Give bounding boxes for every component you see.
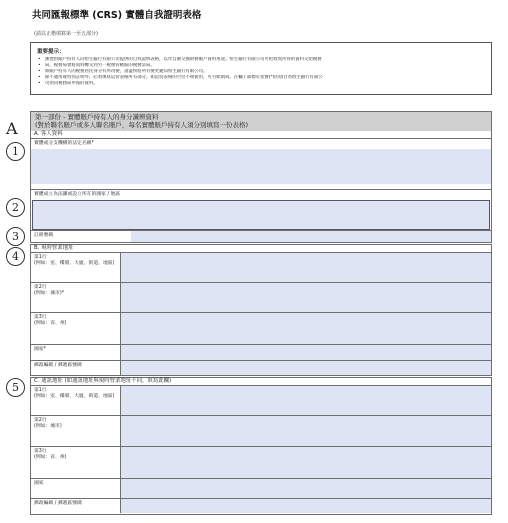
notice-item: • 司須向稅務局申報的資料。 — [37, 81, 485, 87]
notice-item: • 局，稅務局會將資料轉交到另一稅務管轄區的稅務當局。 — [37, 63, 485, 69]
business-address-box — [30, 244, 492, 376]
mailing-row — [31, 447, 491, 479]
address-row — [31, 253, 491, 283]
marker-a: A — [6, 119, 18, 138]
mailing-country-field[interactable] — [121, 479, 491, 498]
notice-item: • 除不適用或特別註明外，必須填寫這份表格所有部分。如這份表格的空位不夠使用，可另紙填寫。在欄 / 部標有星號(*)的項目為恒生銀行有限公 — [37, 75, 485, 81]
mailing-line2-field[interactable] — [121, 416, 491, 446]
marker-1: 1 — [6, 142, 25, 161]
address-postcode-field[interactable] — [121, 361, 491, 375]
mailing-postcode-field[interactable] — [121, 499, 491, 513]
form-title: 共同匯報標準 (CRS) 實體自我證明表格 — [32, 10, 202, 21]
marker-4: 4 — [6, 247, 25, 266]
address-line3-label: 第3行 (例如：省、州) — [31, 313, 121, 344]
address-line2-label: 第2行 (例如：城市)* — [31, 283, 121, 312]
address-country-field[interactable] — [121, 345, 491, 360]
part1-heading-line1: 第一部份 - 實體賬戶持有人的身分識辨資料 — [35, 113, 159, 121]
address-row — [31, 283, 491, 313]
part1-heading — [31, 112, 491, 131]
country-field[interactable] — [32, 200, 490, 230]
reg-no-field[interactable] — [131, 231, 491, 242]
country-label: 實體成立為法團或設立所在的國家 / 地區 — [31, 190, 491, 200]
address-country-label: 國家* — [31, 345, 121, 360]
mailing-line3-field[interactable] — [121, 447, 491, 478]
section-c-heading: C. 通訊地址 (如通訊地址與現時營業地址不同，填寫此欄) — [31, 378, 491, 386]
mailing-country-label: 國家 — [31, 479, 121, 498]
marker-3: 3 — [6, 227, 25, 246]
mailing-row — [31, 479, 491, 499]
notice-heading: 重要提示： — [37, 49, 65, 55]
address-row — [31, 313, 491, 345]
mailing-row — [31, 499, 491, 513]
mailing-address-box — [30, 377, 492, 515]
reg-no-label: 註冊號碼 — [31, 231, 131, 242]
address-line1-label: 第1行 (例如：室、樓層、大廈、街道、地區) — [31, 253, 121, 282]
notice-list — [37, 57, 485, 87]
address-row — [31, 345, 491, 361]
mailing-row — [31, 416, 491, 447]
form-instruction: (請以正楷填寫第一至五部分) — [34, 31, 98, 37]
address-postcode-label: 郵政編碼 / 郵遞區號碼 — [31, 361, 121, 375]
reg-no-box — [30, 230, 492, 243]
address-line1-field[interactable] — [121, 253, 491, 282]
notice-item: • 滙豐由賬戶持有人向恒生銀行有限公司提供的自我證明表格，以作自動交換財務賬戶資料用途。恒生銀行有限公司可把收集所得的資料交給稅務 — [37, 57, 485, 63]
section-b-heading: B. 現時營業地址 — [31, 245, 491, 253]
legal-name-label: 實體或分支機構的法定名稱* — [31, 139, 491, 149]
important-notice — [30, 42, 492, 95]
mailing-line1-field[interactable] — [121, 386, 491, 415]
address-line2-field[interactable] — [121, 283, 491, 312]
marker-5: 5 — [6, 378, 25, 397]
marker-2: 2 — [6, 198, 25, 217]
part1-heading-line2: (對於聯名賬戶或多人聯名賬戶，每名實體賬戶持有人須分別填寫一份表格) — [35, 121, 249, 129]
mailing-line1-label: 第1行 (例如：室、樓層、大廈、街道、地區) — [31, 386, 121, 415]
mailing-line3-label: 第3行 (例如：省、州) — [31, 447, 121, 478]
legal-name-field[interactable] — [31, 149, 491, 184]
mailing-postcode-label: 郵政編碼 / 郵遞區號碼 — [31, 499, 121, 513]
mailing-line2-label: 第2行 (例如：城市) — [31, 416, 121, 446]
country-box — [30, 189, 492, 231]
address-line3-field[interactable] — [121, 313, 491, 344]
notice-item: • 如賬戶持有人的稅務居民身分有所改變，請盡快將所有變更通知恒生銀行有限公司。 — [37, 69, 485, 75]
section-a-heading: A. 客人資料 — [31, 131, 491, 139]
mailing-row — [31, 386, 491, 416]
part1-name-box — [30, 111, 492, 191]
address-row — [31, 361, 491, 375]
